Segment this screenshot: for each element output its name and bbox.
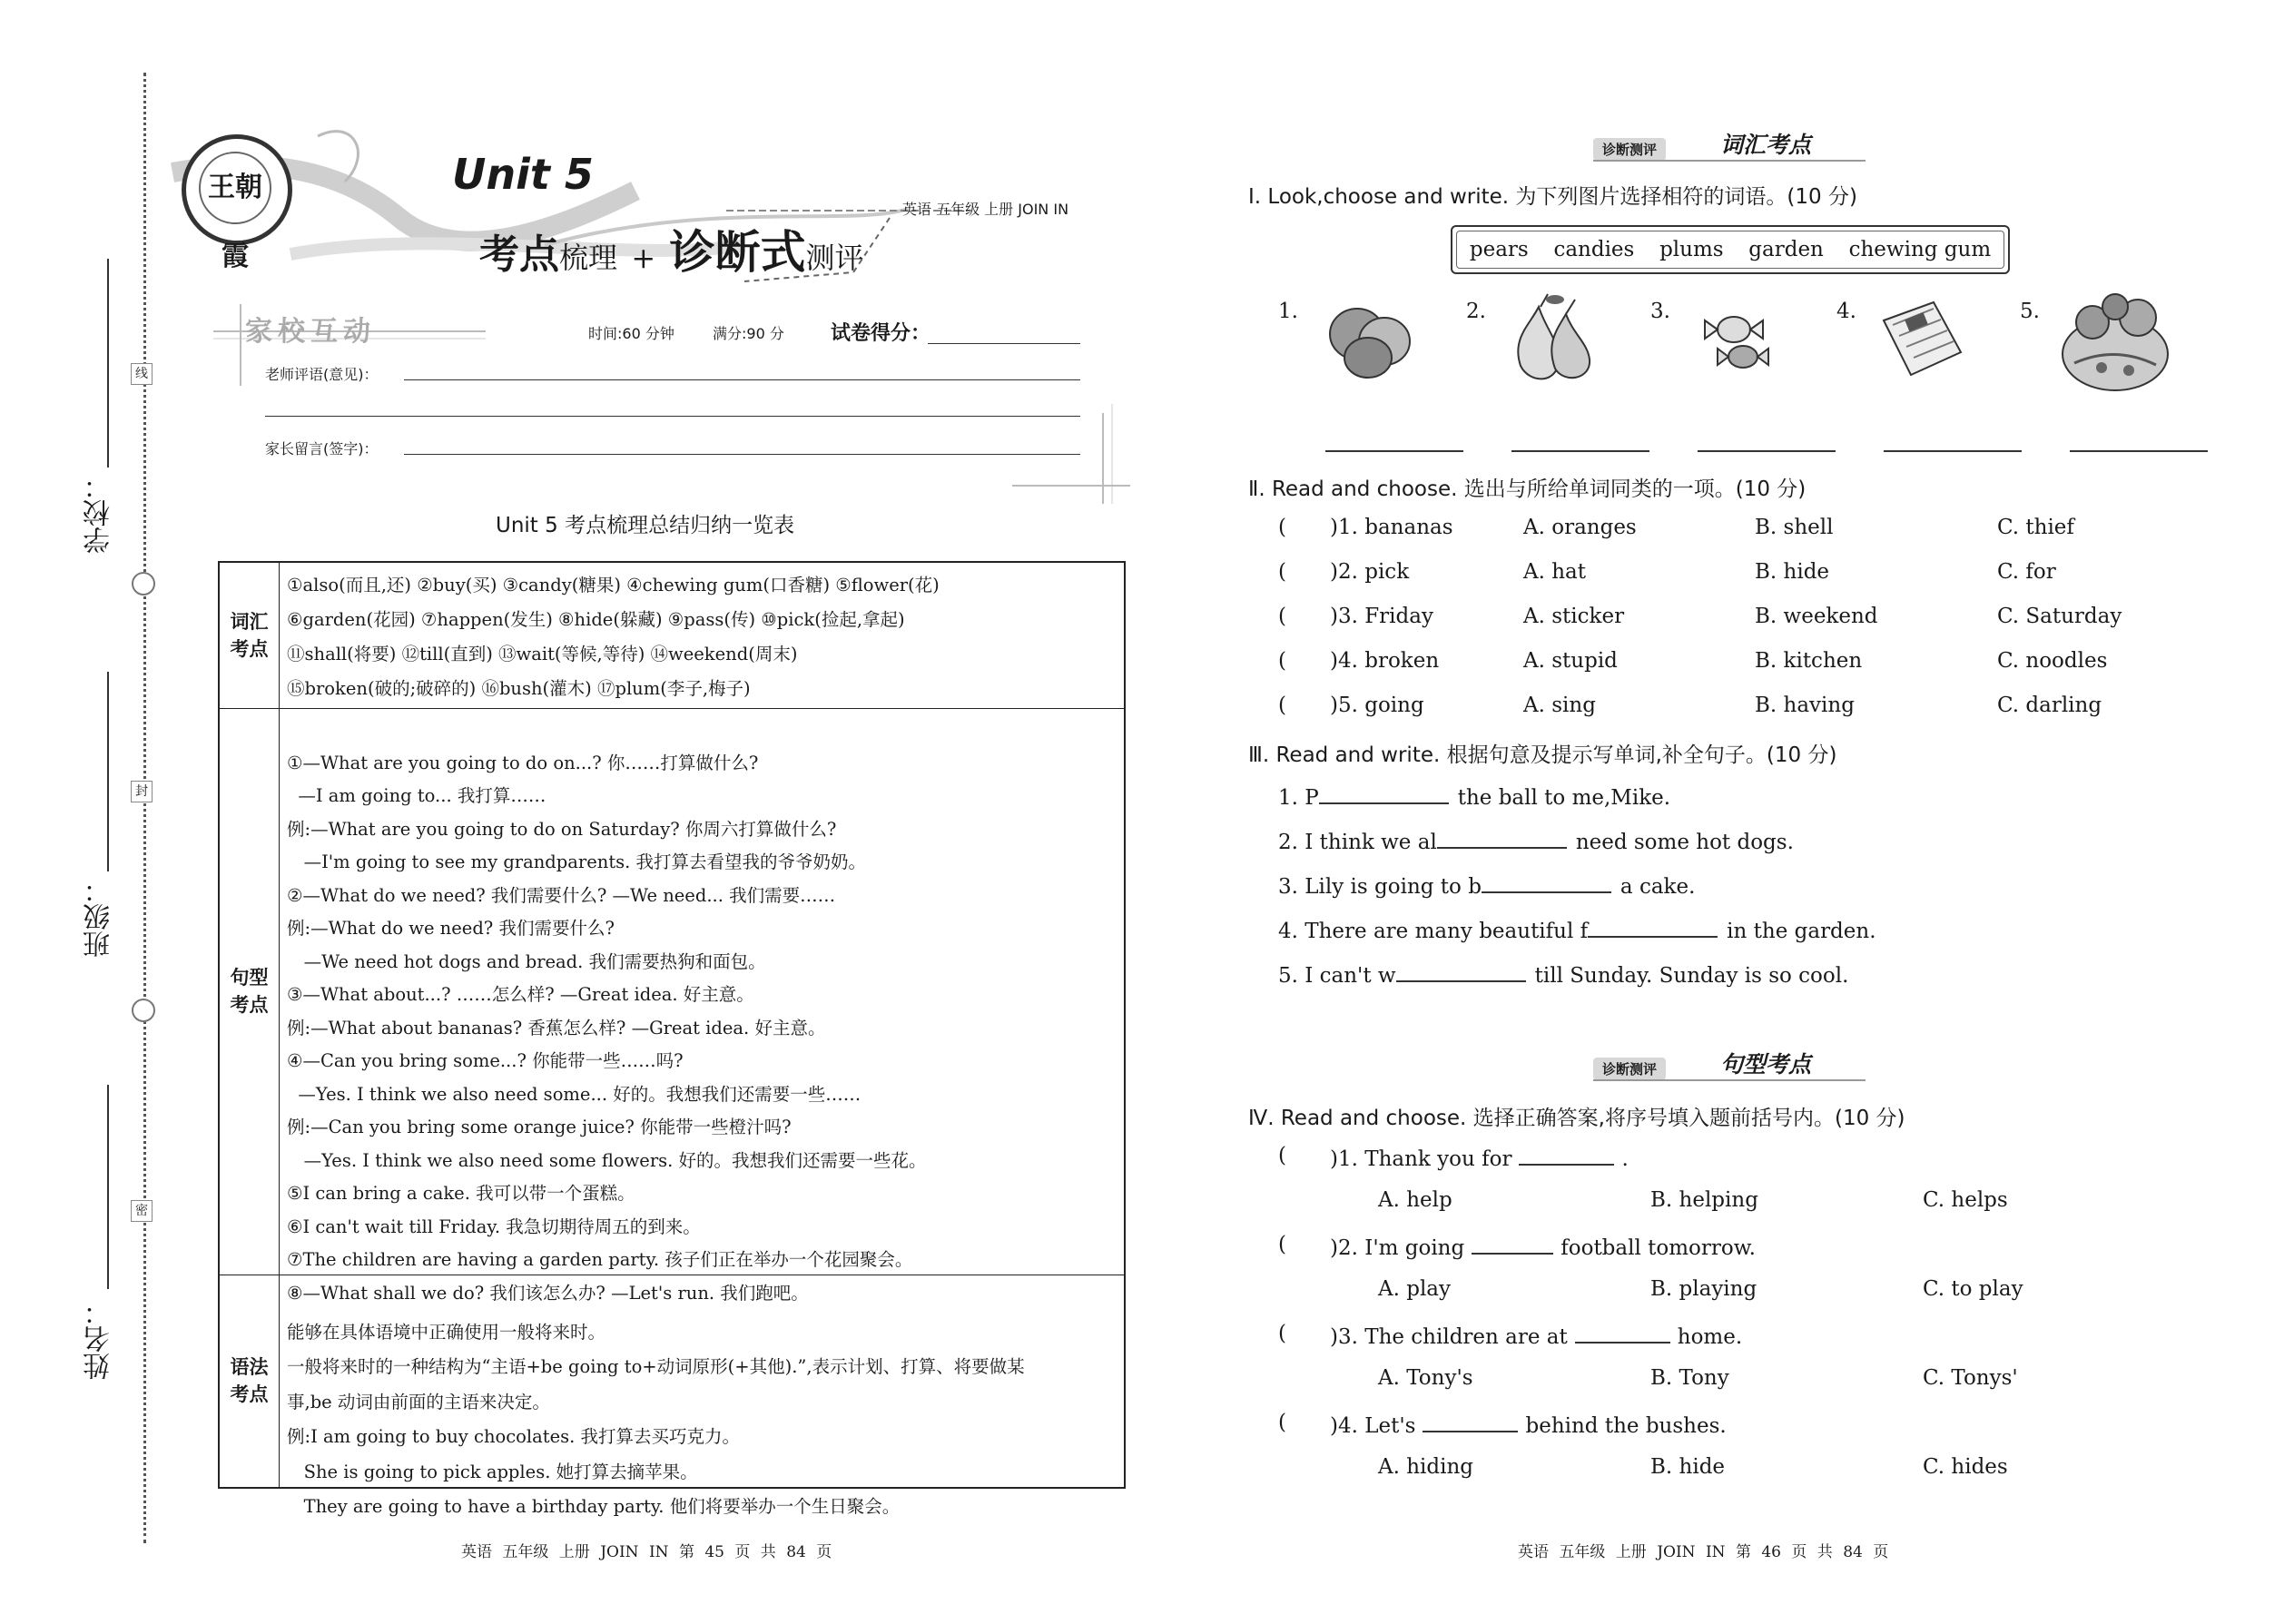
answer-blank[interactable] [1511,450,1649,452]
sentence-row [220,708,1124,1304]
question-blank[interactable] [1519,1144,1614,1166]
word-option: pears [1469,238,1529,261]
option-a: A. oranges [1523,516,1637,539]
title-plus: + [631,241,656,275]
sentence-line: —We need hot dogs and bread. 我们需要热狗和面包。 [287,950,766,972]
option-a: A. play [1378,1277,1452,1301]
option-a: A. Tony's [1378,1366,1473,1390]
option-c: C. darling [1997,694,2102,717]
row-header: 句型 考点 [220,708,280,1275]
answer-paren[interactable]: ( [1278,1144,1286,1167]
option-a: A. help [1378,1188,1452,1212]
option-c: C. helps [1923,1188,2008,1212]
option-b: B. playing [1650,1277,1757,1301]
home-school-label: 家校互动 [245,316,376,348]
option-b: B. hide [1755,560,1830,584]
question-stem-end: football tomorrow. [1561,1236,1756,1260]
logo-text: 王朝霞 [199,152,271,224]
fill-in-prefix: 3. Lily is going to b [1278,875,1482,899]
score-blank [928,343,1080,344]
word-option: garden [1748,238,1824,261]
vocab-row [220,563,1124,709]
score-label: 试卷得分： [831,322,931,345]
option-a: A. sing [1523,694,1596,717]
option-c: C. noodles [1997,649,2108,673]
question-heading: Ⅱ. Read and choose. 选出与所给单词同类的一项。(10 分) [1248,477,1807,501]
teacher-comment-line [404,379,1080,380]
binding-hole [132,999,155,1022]
option-a: A. hiding [1378,1455,1474,1479]
option-b: B. kitchen [1755,649,1863,673]
class-write-line [107,672,109,871]
section-title: 句型考点 [1720,1051,1812,1078]
fill-in-item [1278,916,1876,943]
fill-in-blank[interactable] [1437,827,1567,849]
question-heading: Ⅳ. Read and choose. 选择正确答案,将序号填入题前括号内。(10 分) [1248,1107,1905,1130]
option-c: C. Tonys' [1923,1366,2018,1390]
answer-blank[interactable] [1698,450,1836,452]
question-blank[interactable] [1423,1411,1518,1432]
sentence-line: ⑦The children are having a garden party. 孩子们正在举办一个花园聚会。 [287,1249,913,1270]
question-heading: Ⅲ. Read and write. 根据句意及提示写单词,补全句子。(10 分) [1248,743,1837,767]
answer-blank[interactable] [1884,450,2022,452]
sentence-line: ②—What do we need? 我们需要什么? —We need... 我们需要…… [287,884,836,906]
question-item: )1. bananas [1330,516,1453,539]
question-blank[interactable] [1575,1322,1670,1343]
vocab-line: ①also(而且,还) ②buy(买) ③candy(糖果) ④chewing gum(口香糖) ⑤flower(花) [287,575,940,595]
title-part: 测评 [805,241,864,275]
name-write-line [107,1085,109,1289]
plums-icon [1321,289,1421,389]
footer-left: 英语 五年级 上册 JOIN IN 第 45 页 共 84 页 [461,1543,832,1561]
sentence-line: 例:—What about bananas? 香蕉怎么样? —Great idea. 好主意。 [287,1017,826,1038]
fill-in-blank[interactable] [1588,916,1718,938]
fill-in-blank[interactable] [1482,871,1611,893]
teacher-comment-label: 老师评语(意见)： [265,366,379,383]
candies-icon [1689,289,1788,389]
fill-in-prefix: 5. I can't w [1278,964,1396,988]
answer-paren[interactable]: ( [1278,1411,1286,1434]
question-stem: )2. I'm going [1330,1236,1465,1260]
fill-in-suffix: a cake. [1620,875,1696,899]
fill-in-item [1278,871,1695,899]
summary-table-title: Unit 5 考点梳理总结归纳一览表 [496,514,795,537]
school-write-line [107,259,109,468]
question-item [1330,1322,1742,1349]
sentence-line: ⑧—What shall we do? 我们该怎么办? —Let's run. 我们跑吧。 [287,1282,809,1304]
sentence-line: ⑤I can bring a cake. 我可以带一个蛋糕。 [287,1183,635,1204]
picture-number: 4. [1836,300,1856,323]
question-item [1330,1144,1629,1171]
teacher-comment-line [265,416,1080,417]
fill-in-prefix: 1. P [1278,786,1319,810]
pears-icon [1502,289,1602,389]
word-option: candies [1553,238,1635,261]
grammar-line: 能够在具体语境中正确使用一般将来时。 [287,1321,606,1343]
fill-in-suffix: till Sunday. Sunday is so cool. [1534,964,1849,988]
answer-paren[interactable]: ( [1278,649,1286,673]
grammar-line: 例:I am going to buy chocolates. 我打算去买巧克力。 [287,1426,741,1447]
section-underline [1593,160,1866,162]
sentence-line: —Yes. I think we also need some flowers. 好的。我想我们还需要一些花。 [287,1149,927,1171]
question-stem: )3. The children are at [1330,1325,1568,1349]
option-a: A. hat [1523,560,1586,584]
word-option: chewing gum [1848,238,1992,261]
question-stem-end: . [1621,1147,1629,1171]
binding-mark: 封 [131,781,153,802]
time-limit: 时间:60 分钟 [588,325,674,342]
option-c: C. thief [1997,516,2074,539]
fill-in-item [1278,782,1670,810]
question-item: )5. going [1330,694,1424,717]
answer-paren[interactable]: ( [1278,605,1286,628]
vocab-content [287,568,1118,706]
sentence-line: —Yes. I think we also need some... 好的。我想我们还需要一些…… [287,1083,861,1105]
title-part: 梳理 [559,241,618,275]
question-stem-end: home. [1677,1325,1743,1349]
summary-table [218,561,1126,1517]
page-title [479,216,864,281]
parent-message-line [404,454,1080,455]
picture-number: 1. [1278,300,1298,323]
answer-blank[interactable] [1325,450,1463,452]
option-a: A. sticker [1523,605,1625,628]
book-info: 英语 五年级 上册 JOIN IN [902,201,1069,218]
option-c: C. for [1997,560,2056,584]
publisher-logo [182,134,292,272]
word-option: plums [1659,238,1724,261]
section-underline [1593,1079,1866,1081]
vocab-line: ⑪shall(将要) ⑫till(直到) ⑬wait(等候,等待) ⑭weekend(周末) [287,644,798,664]
option-b: B. shell [1755,516,1834,539]
option-b: B. having [1755,694,1855,717]
fill-in-item [1278,960,1848,988]
option-b: B. Tony [1650,1366,1729,1390]
section-tag: 诊断测评 [1593,138,1666,161]
answer-paren[interactable]: ( [1278,560,1286,584]
parent-message-label: 家长留言(签字)： [265,440,379,458]
sentence-line: 例:—Can you bring some orange juice? 你能带一些橙汁吗? [287,1117,792,1137]
word-bank-inner [1456,231,2004,269]
question-blank[interactable] [1472,1233,1553,1255]
option-c: C. to play [1923,1277,2023,1301]
answer-paren[interactable]: ( [1278,1233,1286,1256]
picture-number: 5. [2020,300,2040,323]
question-stem: )1. Thank you for [1330,1147,1512,1171]
grammar-line: She is going to pick apples. 她打算去摘苹果。 [287,1461,698,1482]
section-tag: 诊断测评 [1593,1058,1666,1080]
title-part: 考点 [479,231,559,278]
answer-paren[interactable]: ( [1278,516,1286,539]
answer-blank[interactable] [2070,450,2208,452]
sentence-line: ①—What are you going to do on...? 你……打算做什么? [287,752,759,773]
binding-dotted-line [143,73,146,1543]
vocab-line: ⑮broken(破的;破碎的) ⑯bush(灌木) ⑰plum(李子,梅子) [287,678,751,699]
fill-in-blank[interactable] [1396,960,1526,982]
picture-number: 2. [1466,300,1486,323]
question-stem-end: behind the bushes. [1525,1414,1727,1438]
fill-in-prefix: 4. There are many beautiful f [1278,920,1589,943]
sentence-line: ④—Can you bring some...? 你能带一些……吗? [287,1050,684,1071]
row-header: 语法 考点 [220,1275,280,1487]
fill-in-suffix: need some hot dogs. [1575,831,1794,854]
vocab-line: ⑥garden(花园) ⑦happen(发生) ⑧hide(躲藏) ⑨pass(传) ⑩pick(捡起,拿起) [287,609,905,630]
sentence-line: 例:—What do we need? 我们需要什么? [287,918,615,939]
fill-in-suffix: the ball to me,Mike. [1457,786,1671,810]
option-c: C. hides [1923,1455,2008,1479]
word-bank [1451,225,2010,274]
fill-in-item [1278,827,1794,854]
fill-in-blank[interactable] [1319,782,1449,804]
school-label: 学校： [84,472,115,554]
binding-mark: 密 [131,1200,153,1222]
fill-in-prefix: 2. I think we al [1278,831,1437,854]
sentence-line: ⑥I can't wait till Friday. 我急切期待周五的到来。 [287,1216,701,1237]
question-stem: )4. Let's [1330,1414,1416,1438]
garden-icon [2056,281,2174,399]
question-heading: Ⅰ. Look,choose and write. 为下列图片选择相符的词语。(10 分) [1248,185,1857,209]
sentence-line: —I'm going to see my grandparents. 我打算去看望我的爷爷奶奶。 [287,851,867,872]
option-b: B. helping [1650,1188,1758,1212]
grammar-line: They are going to have a birthday party. 他们将要举办一个生日聚会。 [287,1496,901,1517]
answer-paren[interactable]: ( [1278,1322,1286,1345]
option-b: B. weekend [1755,605,1878,628]
question-item [1330,1411,1727,1438]
question-item: )3. Friday [1330,605,1433,628]
question-item [1330,1233,1756,1260]
picture-number: 3. [1650,300,1670,323]
section-title: 词汇考点 [1720,132,1812,158]
sentence-line: —I am going to... 我打算…… [287,785,546,806]
grammar-row [220,1275,1124,1517]
option-b: B. hide [1650,1455,1726,1479]
sentence-line: 例:—What are you going to do on Saturday? 你周六打算做什么? [287,818,837,840]
name-label: 姓名： [84,1298,115,1380]
grammar-line: 事,be 动词由前面的主语来决定。 [287,1391,550,1412]
answer-paren[interactable]: ( [1278,694,1286,717]
sentence-line: ③—What about...? ……怎么样? —Great idea. 好主意。 [287,984,754,1005]
binding-hole [132,572,155,595]
footer-right: 英语 五年级 上册 JOIN IN 第 46 页 共 84 页 [1518,1543,1889,1561]
question-item: )2. pick [1330,560,1410,584]
title-part: 诊断式 [669,225,806,279]
row-header: 词汇 考点 [220,563,280,708]
option-c: C. Saturday [1997,605,2122,628]
fill-in-suffix: in the garden. [1727,920,1876,943]
class-label: 班级： [84,876,115,958]
chewing-gum-icon [1870,289,1970,389]
grammar-line: 一般将来时的一种结构为“主语+be going to+动词原形(+其他).”,表示计划、打算、将要做某 [287,1356,1025,1377]
unit-title: Unit 5 [452,150,594,199]
question-item: )4. broken [1330,649,1440,673]
binding-mark: 线 [131,363,153,385]
full-score: 满分:90 分 [713,325,784,342]
option-a: A. stupid [1523,649,1618,673]
